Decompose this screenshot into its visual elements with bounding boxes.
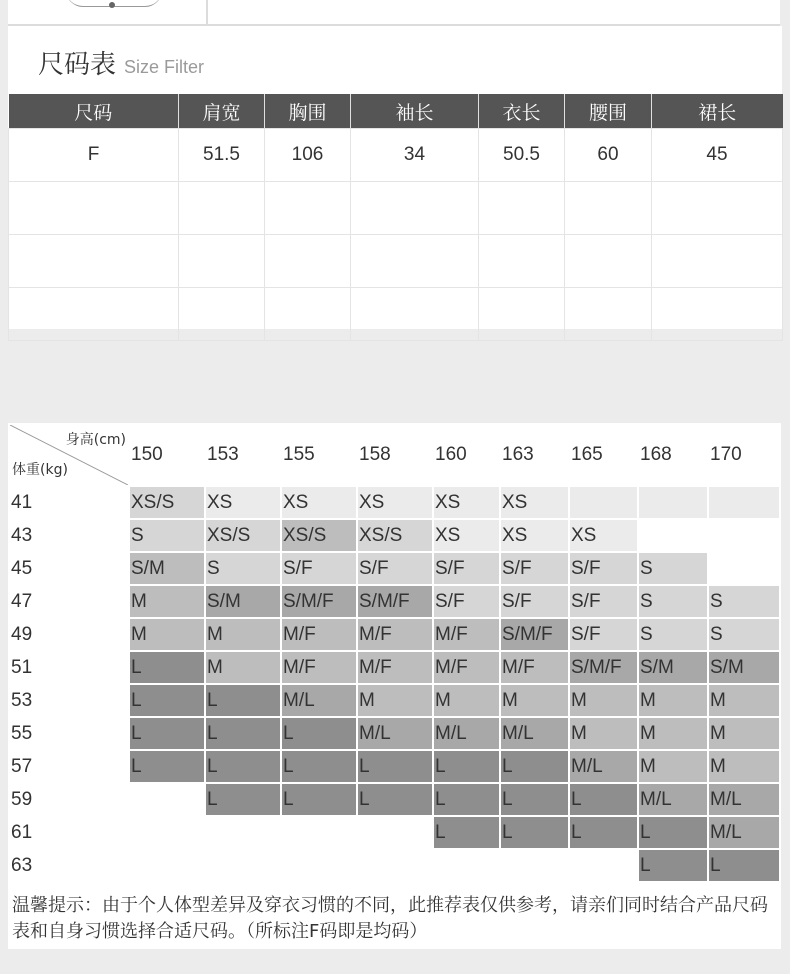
fit-size-cell: S/M xyxy=(709,652,779,683)
fit-size-cell: M xyxy=(709,718,779,749)
fit-size-cell: S/F xyxy=(434,586,499,617)
fit-size-cell: XS xyxy=(434,520,499,551)
fit-size-cell xyxy=(130,817,204,848)
fit-size-cell: S/M/F xyxy=(358,586,432,617)
size-table-cell xyxy=(179,288,265,341)
height-axis-label: 身高(cm) xyxy=(65,432,126,448)
size-table-cell: 50.5 xyxy=(479,129,565,182)
size-table-cell: 51.5 xyxy=(179,129,265,182)
fit-size-cell: L xyxy=(501,817,568,848)
fit-size-cell: M/L xyxy=(501,718,568,749)
fit-size-cell: XS xyxy=(570,520,637,551)
fit-size-cell: M xyxy=(501,685,568,716)
weight-row xyxy=(10,487,779,518)
weight-row xyxy=(10,784,779,815)
weight-row xyxy=(10,718,779,749)
fit-size-cell xyxy=(282,817,356,848)
weight-cell: 51 xyxy=(10,652,128,683)
size-table-cell xyxy=(479,235,565,288)
size-table-cell: 34 xyxy=(351,129,479,182)
fit-size-cell xyxy=(434,850,499,881)
fit-size-cell: XS/S xyxy=(282,520,356,551)
fit-size-cell: M xyxy=(434,685,499,716)
size-table-cell xyxy=(265,235,351,288)
fit-size-cell: L xyxy=(282,784,356,815)
size-table-row xyxy=(9,182,783,235)
fit-size-cell: XS/S xyxy=(130,487,204,518)
fit-size-cell: S/F xyxy=(434,553,499,584)
fit-size-cell: M xyxy=(639,751,707,782)
weight-cell: 43 xyxy=(10,520,128,551)
header-shoulder: 肩宽 xyxy=(179,94,265,129)
fit-size-cell: L xyxy=(282,718,356,749)
size-table-cell: F xyxy=(9,129,179,182)
size-table-cell: 45 xyxy=(652,129,783,182)
header-size: 尺码 xyxy=(9,94,179,129)
fit-size-cell: S/M/F xyxy=(501,619,568,650)
size-section-title xyxy=(38,44,205,80)
weight-row xyxy=(10,850,779,881)
fit-size-cell xyxy=(206,850,280,881)
size-table-panel xyxy=(8,26,782,329)
size-table xyxy=(8,94,783,341)
fit-size-cell xyxy=(206,817,280,848)
size-title-sub: Size Filter xyxy=(124,57,205,77)
weight-cell: 57 xyxy=(10,751,128,782)
weight-cell: 53 xyxy=(10,685,128,716)
fit-size-cell xyxy=(358,817,432,848)
fit-size-cell xyxy=(570,850,637,881)
weight-cell: 59 xyxy=(10,784,128,815)
fit-size-cell: M/F xyxy=(282,652,356,683)
fit-size-cell xyxy=(130,850,204,881)
fit-size-cell: S/M xyxy=(130,553,204,584)
fit-size-cell: L xyxy=(130,652,204,683)
fit-size-cell: XS xyxy=(358,487,432,518)
size-table-header xyxy=(9,94,783,129)
divider xyxy=(206,0,208,24)
size-table-cell xyxy=(565,182,652,235)
fit-size-cell xyxy=(639,520,707,551)
fit-size-cell: S/F xyxy=(501,553,568,584)
size-table-cell xyxy=(652,235,783,288)
fit-size-cell: M/L xyxy=(358,718,432,749)
fit-size-cell xyxy=(130,784,204,815)
fit-size-cell xyxy=(709,520,779,551)
size-table-cell xyxy=(351,235,479,288)
corner-cell xyxy=(10,425,128,485)
fit-size-cell: S xyxy=(639,619,707,650)
fit-size-cell: L xyxy=(206,784,280,815)
height-header-cell: 150 xyxy=(130,425,204,485)
height-header-row xyxy=(10,425,779,485)
weight-row xyxy=(10,817,779,848)
fit-size-cell: L xyxy=(570,784,637,815)
fit-size-cell: M xyxy=(570,718,637,749)
fit-size-cell: S/M/F xyxy=(570,652,637,683)
fit-size-cell: L xyxy=(130,751,204,782)
fit-size-cell: S/M xyxy=(639,652,707,683)
header-length: 衣长 xyxy=(479,94,565,129)
size-table-row xyxy=(9,129,783,182)
size-table-cell xyxy=(565,235,652,288)
fit-size-cell: L xyxy=(130,685,204,716)
size-table-cell xyxy=(479,288,565,341)
fit-size-cell: XS/S xyxy=(206,520,280,551)
button-dot xyxy=(109,2,115,8)
fit-size-cell: S/M/F xyxy=(282,586,356,617)
fit-size-cell: XS xyxy=(282,487,356,518)
size-table-cell xyxy=(565,288,652,341)
fit-size-cell: L xyxy=(639,850,707,881)
fit-size-cell: M/F xyxy=(434,652,499,683)
fit-size-cell: M xyxy=(358,685,432,716)
size-table-cell xyxy=(9,288,179,341)
fit-size-cell: S xyxy=(709,619,779,650)
size-table-cell xyxy=(265,182,351,235)
weight-row xyxy=(10,652,779,683)
fit-size-cell: XS xyxy=(206,487,280,518)
header-waist: 腰围 xyxy=(565,94,652,129)
fit-size-cell: S/F xyxy=(501,586,568,617)
fit-size-cell: M xyxy=(709,751,779,782)
header-bust: 胸围 xyxy=(265,94,351,129)
fit-size-cell: L xyxy=(358,784,432,815)
fit-size-cell: M/F xyxy=(358,652,432,683)
fit-size-cell: XS xyxy=(501,520,568,551)
fit-chart xyxy=(8,423,781,883)
height-header-cell: 160 xyxy=(434,425,499,485)
fit-size-cell: M/L xyxy=(709,784,779,815)
size-table-row xyxy=(9,235,783,288)
fit-size-cell xyxy=(639,487,707,518)
top-image-strip xyxy=(8,0,780,26)
fit-size-cell: L xyxy=(570,817,637,848)
fit-size-cell: L xyxy=(501,751,568,782)
height-header-cell: 158 xyxy=(358,425,432,485)
fit-size-cell: M/F xyxy=(282,619,356,650)
fit-size-cell xyxy=(358,850,432,881)
height-header-cell: 153 xyxy=(206,425,280,485)
fit-size-cell xyxy=(282,850,356,881)
fit-size-cell: L xyxy=(206,685,280,716)
height-header-cell: 165 xyxy=(570,425,637,485)
weight-row xyxy=(10,619,779,650)
fit-size-cell: M xyxy=(130,619,204,650)
size-title-main: 尺码表 xyxy=(38,50,117,80)
fit-size-cell: S xyxy=(639,553,707,584)
fit-size-cell: M xyxy=(206,652,280,683)
size-table-cell xyxy=(479,182,565,235)
fit-size-cell: M/L xyxy=(434,718,499,749)
fit-size-cell: S xyxy=(206,553,280,584)
weight-cell: 41 xyxy=(10,487,128,518)
weight-cell: 49 xyxy=(10,619,128,650)
weight-row xyxy=(10,520,779,551)
size-table-cell xyxy=(179,235,265,288)
fit-size-cell: XS xyxy=(434,487,499,518)
fit-size-cell: S/F xyxy=(570,619,637,650)
fit-size-cell: XS/S xyxy=(358,520,432,551)
size-table-cell xyxy=(9,235,179,288)
size-table-cell xyxy=(9,182,179,235)
size-table-cell xyxy=(351,182,479,235)
fit-size-cell: M/L xyxy=(709,817,779,848)
fit-size-cell: M/L xyxy=(639,784,707,815)
height-header-cell: 168 xyxy=(639,425,707,485)
fit-size-cell: L xyxy=(282,751,356,782)
fit-size-cell: M/L xyxy=(570,751,637,782)
fit-size-cell: XS xyxy=(501,487,568,518)
height-header-cell: 163 xyxy=(501,425,568,485)
fit-size-cell: S/M xyxy=(206,586,280,617)
fit-size-cell: L xyxy=(434,784,499,815)
weight-row xyxy=(10,751,779,782)
fit-size-cell: M/L xyxy=(282,685,356,716)
header-sleeve: 袖长 xyxy=(351,94,479,129)
fit-size-cell: S xyxy=(639,586,707,617)
fit-size-cell: L xyxy=(639,817,707,848)
height-header-cell: 155 xyxy=(282,425,356,485)
fit-size-cell xyxy=(709,487,779,518)
fit-size-cell: M/F xyxy=(434,619,499,650)
weight-row xyxy=(10,685,779,716)
fit-size-cell: S xyxy=(130,520,204,551)
fit-size-cell: L xyxy=(501,784,568,815)
fit-size-cell: L xyxy=(434,751,499,782)
size-table-cell: 60 xyxy=(565,129,652,182)
size-table-cell: 106 xyxy=(265,129,351,182)
fit-size-cell xyxy=(501,850,568,881)
fit-size-cell: L xyxy=(206,718,280,749)
weight-cell: 47 xyxy=(10,586,128,617)
size-table-cell xyxy=(179,182,265,235)
fit-size-cell: L xyxy=(434,817,499,848)
fit-size-cell xyxy=(570,487,637,518)
fit-size-cell: S/F xyxy=(570,553,637,584)
fit-size-cell: L xyxy=(206,751,280,782)
size-table-cell xyxy=(652,182,783,235)
fit-size-cell: L xyxy=(358,751,432,782)
fit-size-cell: L xyxy=(709,850,779,881)
fit-size-cell: M xyxy=(130,586,204,617)
weight-row xyxy=(10,553,779,584)
fit-chart-panel xyxy=(8,423,781,949)
height-header-cell: 170 xyxy=(709,425,779,485)
weight-cell: 61 xyxy=(10,817,128,848)
fit-size-cell: M xyxy=(639,718,707,749)
fit-size-cell: M/F xyxy=(501,652,568,683)
fit-size-cell: M xyxy=(709,685,779,716)
tip-text: 温馨提示：由于个人体型差异及穿衣习惯的不同，此推荐表仅供参考，请亲们同时结合产品尺码表和自身习惯选择合适尺码。（所标注F码即是均码） xyxy=(8,883,781,949)
size-table-row xyxy=(9,288,783,341)
header-skirt: 裙长 xyxy=(652,94,783,129)
fit-size-cell: M xyxy=(206,619,280,650)
size-table-cell xyxy=(265,288,351,341)
weight-cell: 63 xyxy=(10,850,128,881)
fit-size-cell: M xyxy=(570,685,637,716)
fit-size-cell: M xyxy=(639,685,707,716)
weight-cell: 55 xyxy=(10,718,128,749)
weight-row xyxy=(10,586,779,617)
weight-cell: 45 xyxy=(10,553,128,584)
fit-size-cell xyxy=(709,553,779,584)
fit-size-cell: S/F xyxy=(358,553,432,584)
fit-size-cell: S/F xyxy=(570,586,637,617)
fit-size-cell: S/F xyxy=(282,553,356,584)
weight-axis-label: 体重(kg) xyxy=(12,462,68,478)
fit-size-cell: L xyxy=(130,718,204,749)
fit-size-cell: M/F xyxy=(358,619,432,650)
size-table-cell xyxy=(652,288,783,341)
fit-size-cell: S xyxy=(709,586,779,617)
size-table-cell xyxy=(351,288,479,341)
